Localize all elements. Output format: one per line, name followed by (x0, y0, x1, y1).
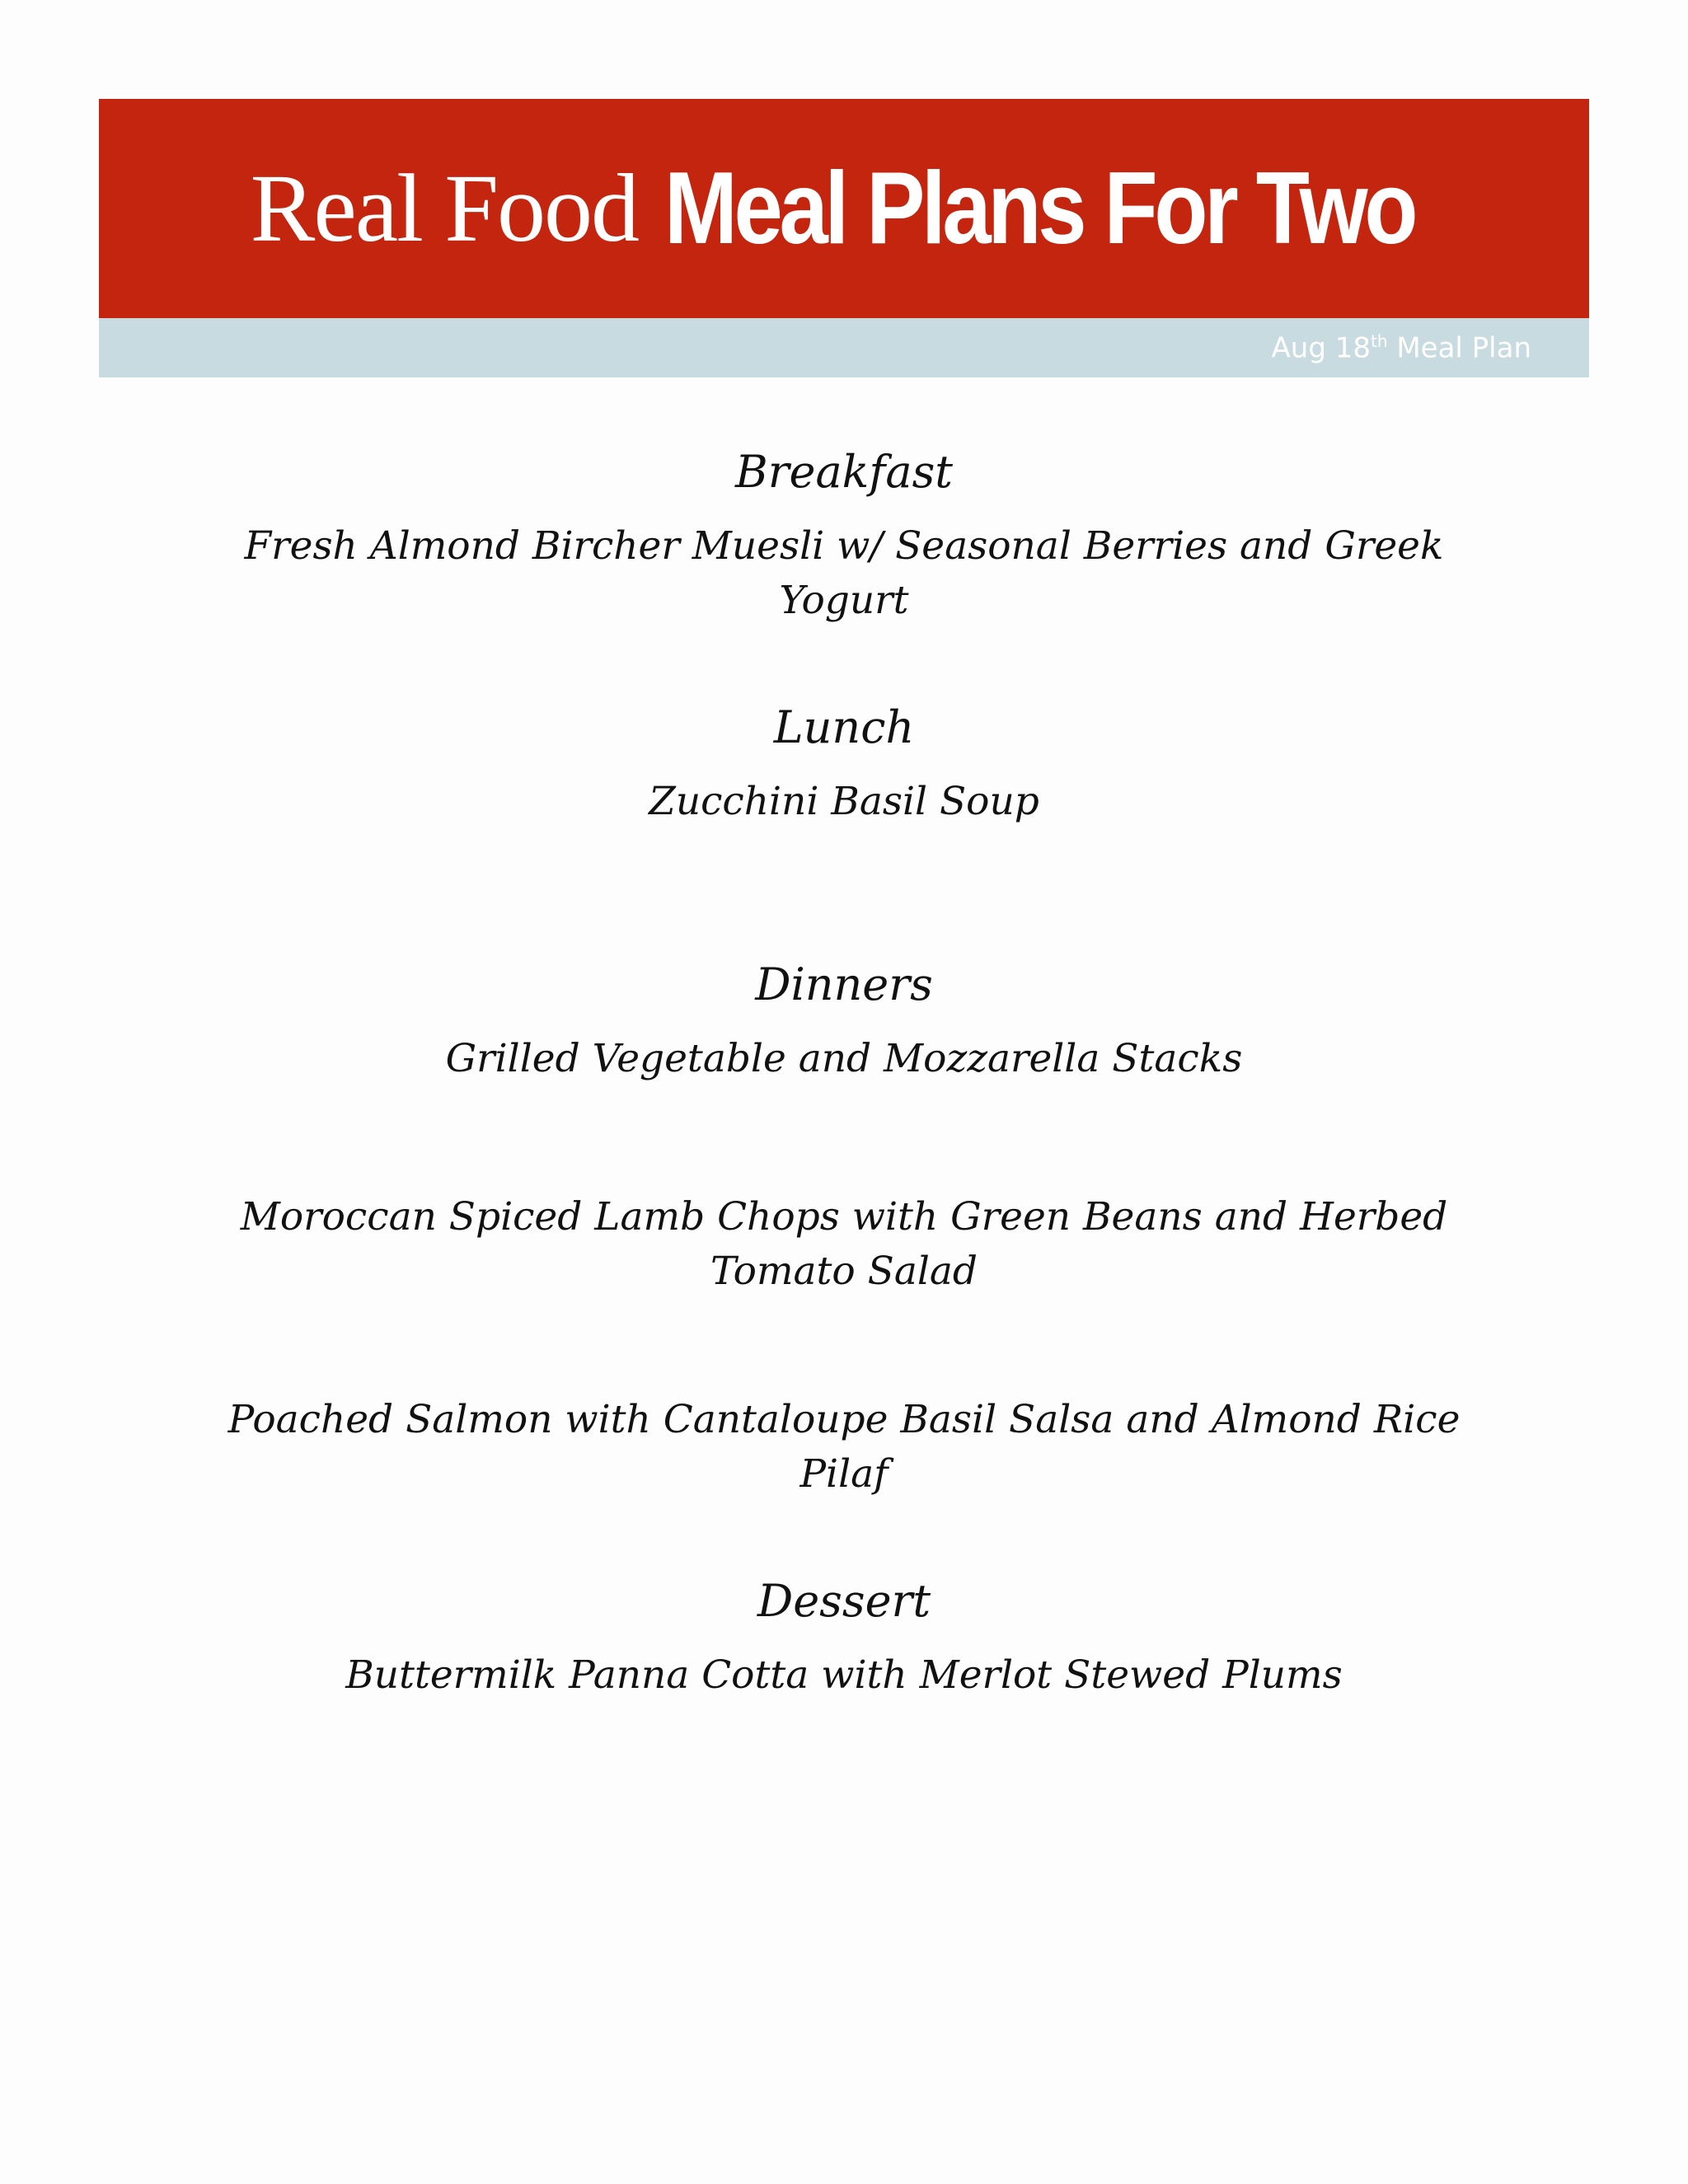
dish-lunch-1: Zucchini Basil Soup (649, 779, 1039, 824)
dish-dessert-1: Buttermilk Panna Cotta with Merlot Stewed Plums (345, 1652, 1343, 1698)
date-suffix: Meal Plan (1387, 331, 1531, 365)
section-dessert (165, 1574, 1523, 1703)
meal-plan-date (1272, 331, 1531, 364)
menu-content (165, 445, 1523, 1703)
brand-bold-text: Meal Plans For Two (664, 152, 1415, 265)
dish-dinner-2: Moroccan Spiced Lamb Chops with Green Beans and Herbed Tomato Salad (240, 1194, 1448, 1294)
subtitle-bar (99, 318, 1589, 377)
section-lunch (165, 701, 1523, 829)
date-suffix-sup: th (1370, 331, 1388, 351)
section-dinners (165, 958, 1523, 1502)
title-banner (99, 99, 1589, 318)
dish-breakfast-1: Fresh Almond Bircher Muesli w/ Seasonal Berries and Greek Yogurt (244, 523, 1444, 623)
brand-light-text: Real Food (250, 154, 639, 262)
dish-dinner-3: Poached Salmon with Cantaloupe Basil Salsa and Almond Rice Pilaf (227, 1397, 1461, 1497)
section-title-dinners: Dinners (755, 958, 933, 1010)
section-breakfast (165, 445, 1523, 628)
section-title-breakfast: Breakfast (735, 446, 953, 498)
section-title-lunch: Lunch (773, 701, 915, 753)
date-prefix: Aug 18 (1271, 331, 1371, 365)
section-title-dessert: Dessert (757, 1575, 931, 1627)
dish-dinner-1: Grilled Vegetable and Mozzarella Stacks (445, 1036, 1243, 1081)
